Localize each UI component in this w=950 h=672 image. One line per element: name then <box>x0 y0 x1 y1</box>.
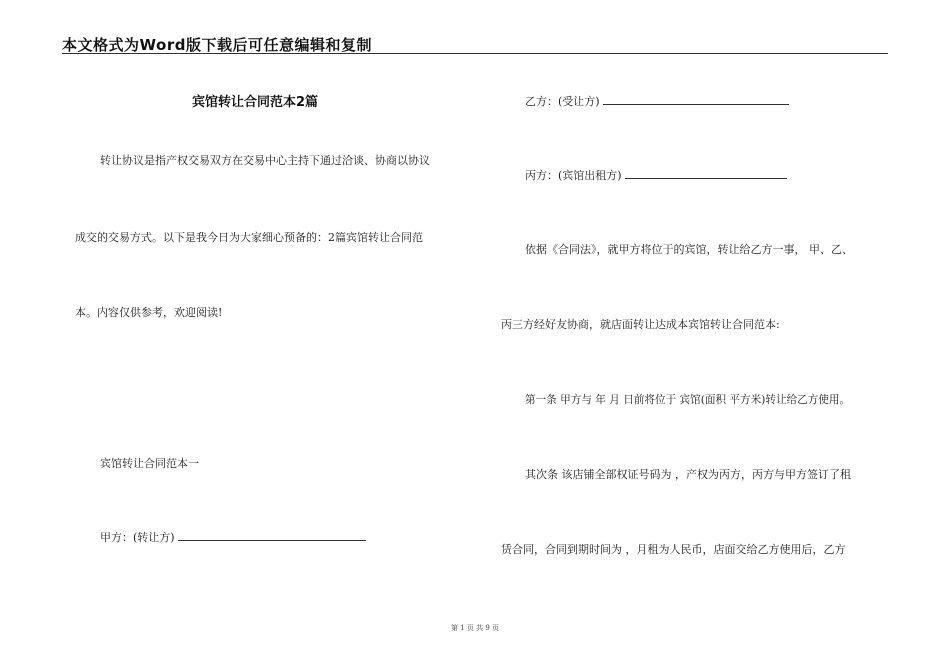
party-c-label: 丙方：(宾馆出租方) <box>525 169 622 182</box>
article-2-line-2: 赁合同，合同到期时间为 ，月租为人民币，店面交给乙方使用后，乙方 <box>501 543 846 556</box>
party-b-blank-field[interactable] <box>603 94 789 105</box>
party-a-row <box>100 530 366 545</box>
party-c-blank-field[interactable] <box>625 168 787 179</box>
basis-line-1: 依据《合同法》，就甲方将位于的宾馆，转让给乙方一事， 甲、乙、 <box>525 243 853 256</box>
party-c-row <box>525 168 787 183</box>
intro-line-1: 转让协议是指产权交易双方在交易中心主持下通过洽谈、协商以协议 <box>100 154 430 167</box>
party-a-label: 甲方：(转让方) <box>100 531 175 544</box>
header-banner: 本文格式为Word版下载后可任意编辑和复制 <box>62 36 372 54</box>
article-2-line-1: 其次条 该店铺全部权证号码为 ，产权为丙方，丙方与甲方签订了租 <box>525 468 851 481</box>
party-b-row <box>525 94 789 109</box>
article-1: 第一条 甲方与 年 月 日前将位于 宾馆(面积 平方米)转让给乙方使用。 <box>525 394 851 406</box>
document-title: 宾馆转让合同范本2篇 <box>192 95 319 110</box>
party-b-label: 乙方：(受让方) <box>525 95 600 108</box>
intro-line-3: 本。内容仅供参考，欢迎阅读! <box>75 306 223 319</box>
basis-line-2: 丙三方经好友协商，就店面转让达成本宾馆转让合同范本: <box>501 318 780 331</box>
page-number-footer: 第 1 页 共 9 页 <box>450 624 500 632</box>
section-heading: 宾馆转让合同范本一 <box>100 457 199 470</box>
party-a-blank-field[interactable] <box>178 530 366 541</box>
intro-line-2: 成交的交易方式。以下是我今日为大家细心预备的：2篇宾馆转让合同范 <box>75 231 423 244</box>
header-rule <box>62 53 888 54</box>
